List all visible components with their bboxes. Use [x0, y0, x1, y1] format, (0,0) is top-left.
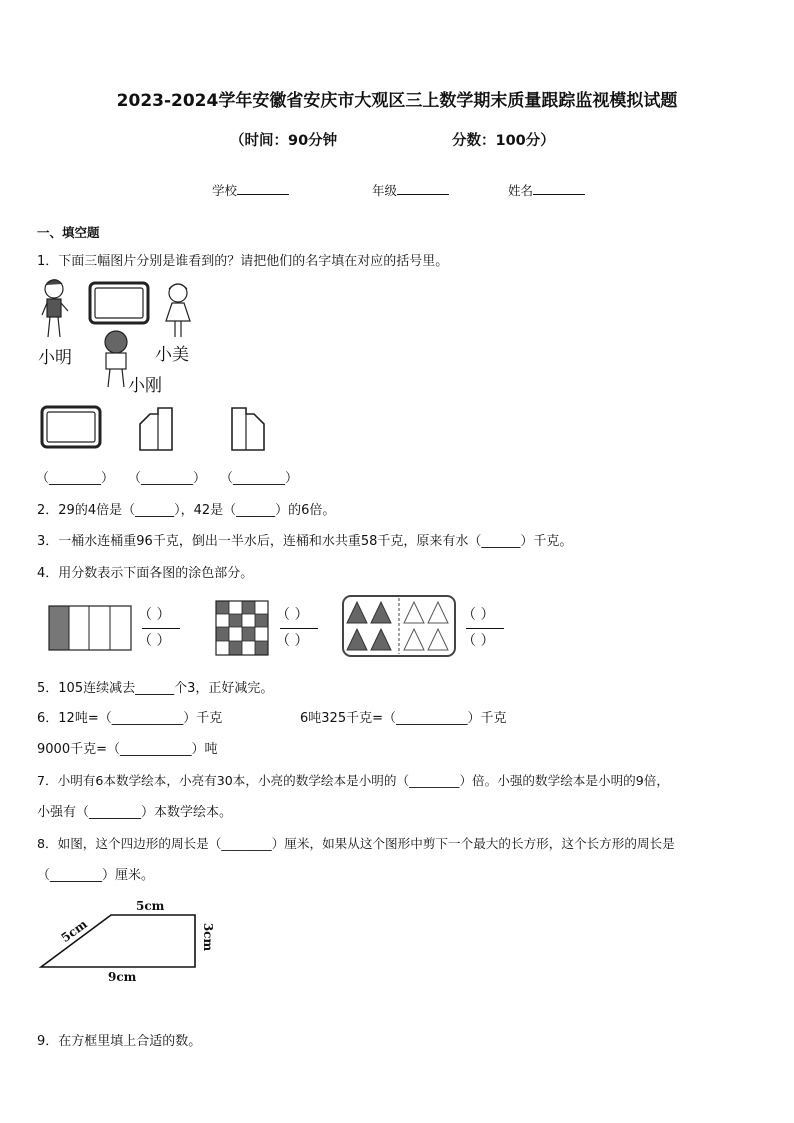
- school-field: [212, 181, 289, 199]
- name-label-xiaoming: 小明: [38, 348, 72, 368]
- question-1: 1．下面三幅图片分别是谁看到的？请把他们的名字填在对应的括号里。: [37, 254, 449, 269]
- question-7-line2: 小强有（________）本数学绘本。: [37, 805, 233, 820]
- q4-fraction-blank-3[interactable]: [462, 604, 506, 652]
- question-3: 3．一桶水连桶重96千克，倒出一半水后，连桶和水共重58千克，原来有水（______）千克。: [37, 534, 573, 549]
- boy-xiaogang-figure: [105, 331, 127, 387]
- q4-figure-grid: [215, 600, 269, 656]
- trapezoid-slant-label: 5cm: [58, 917, 90, 945]
- exam-time: （时间：90分钟: [230, 133, 338, 149]
- question-9: 9．在方框里填上合适的数。: [37, 1034, 202, 1049]
- question-2: 2．29的4倍是（______），42是（______）的6倍。: [37, 503, 336, 518]
- fraction-denominator-blank[interactable]: （ ）: [462, 633, 495, 649]
- fraction-denominator-blank[interactable]: （ ）: [138, 633, 171, 649]
- view-side-right-icon: [228, 406, 268, 452]
- tv-figure: [90, 283, 148, 323]
- q4-fraction-blank-1[interactable]: [138, 604, 182, 652]
- q4-fraction-blank-2[interactable]: [276, 604, 320, 652]
- q8-trapezoid-figure: [38, 912, 200, 972]
- view-front-tv-icon: [40, 404, 104, 452]
- grade-field: [372, 181, 449, 199]
- question-6c: 9000千克=（___________）吨: [37, 742, 218, 757]
- q1-answer-blank-2[interactable]: （________）: [128, 471, 207, 486]
- question-6b: 6吨325千克=（___________）千克: [300, 711, 507, 726]
- name-blank[interactable]: [533, 182, 585, 195]
- trapezoid-right-label: 3cm: [201, 922, 216, 952]
- exam-score: 分数：100分）: [452, 133, 555, 149]
- q4-figure-triangles: [341, 594, 457, 658]
- section-title: 一、填空题: [37, 225, 100, 240]
- school-label: 学校: [212, 183, 238, 198]
- name-label-xiaomei: 小美: [155, 345, 189, 365]
- fraction-numerator-blank[interactable]: （ ）: [276, 607, 309, 623]
- grade-blank[interactable]: [397, 182, 449, 195]
- question-6a: 6．12吨=（___________）千克: [37, 711, 223, 726]
- name-label-xiaogang: 小刚: [128, 376, 162, 396]
- page-title: 2023-2024学年安徽省安庆市大观区三上数学期末质量跟踪监视模拟试题: [116, 91, 678, 111]
- trapezoid-bottom-label: 9cm: [108, 970, 137, 984]
- boy-xiaoming-figure: [42, 280, 68, 337]
- q1-scene-illustration: [30, 275, 210, 395]
- question-8-line1: 8．如图，这个四边形的周长是（________）厘米，如果从这个图形中剪下一个最大的长方形，这个长方形的周长是: [37, 836, 675, 851]
- trapezoid-top-label: 5cm: [136, 899, 165, 913]
- q4-figure-rectangle: [48, 605, 134, 651]
- view-side-left-icon: [136, 406, 176, 452]
- name-field: [508, 181, 585, 199]
- girl-xiaomei-figure: [166, 284, 190, 337]
- question-7-line1: 7．小明有6本数学绘本，小亮有30本，小亮的数学绘本是小明的（________）倍。小强的数学绘本是小明的9倍，: [37, 773, 669, 788]
- name-label: 姓名: [508, 183, 534, 198]
- fraction-numerator-blank[interactable]: （ ）: [462, 607, 495, 623]
- school-blank[interactable]: [237, 182, 289, 195]
- fraction-denominator-blank[interactable]: （ ）: [276, 633, 309, 649]
- question-4: 4．用分数表示下面各图的涂色部分。: [37, 566, 254, 581]
- question-8-line2: （________）厘米。: [37, 868, 155, 883]
- fraction-numerator-blank[interactable]: （ ）: [138, 607, 171, 623]
- q1-answer-blank-3[interactable]: （________）: [220, 471, 299, 486]
- question-5: 5．105连续减去______个3，正好减完。: [37, 681, 274, 696]
- q1-answer-blank-1[interactable]: （________）: [36, 471, 115, 486]
- grade-label: 年级: [372, 183, 398, 198]
